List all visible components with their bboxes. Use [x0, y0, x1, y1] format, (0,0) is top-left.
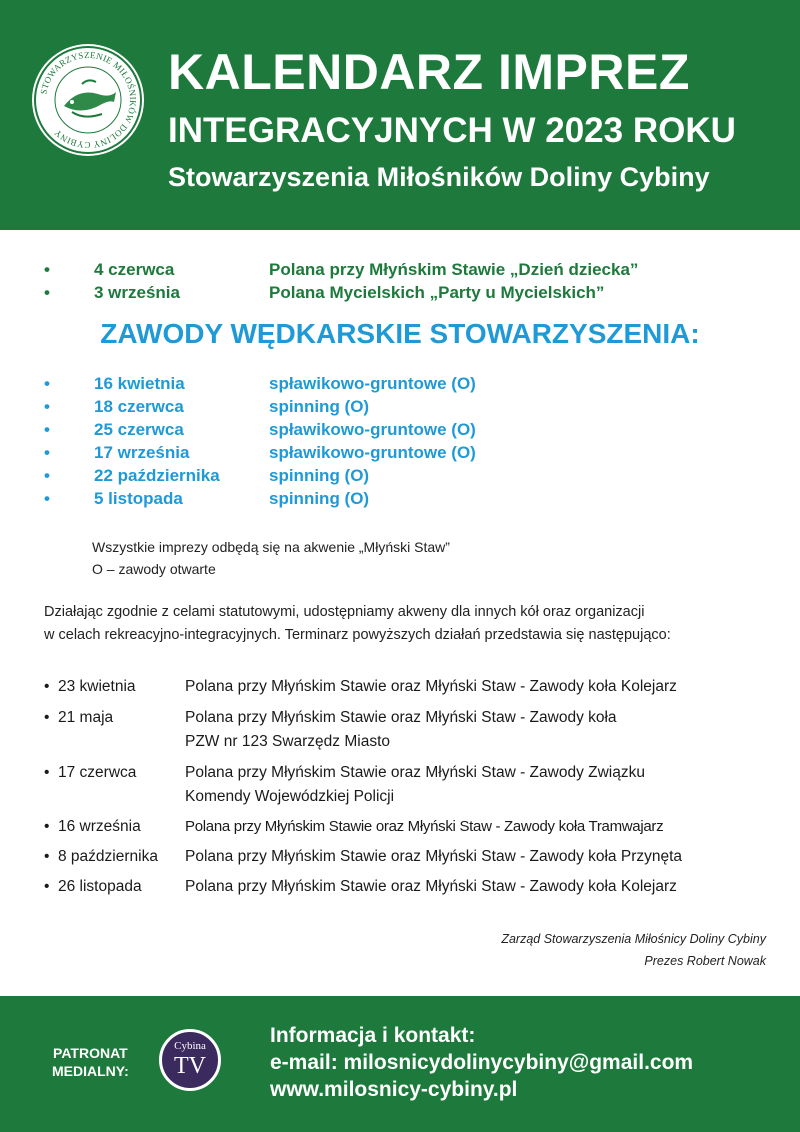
schedule-description: Polana przy Młyńskim Stawie oraz Młyński Staw - Zawody koła Kolejarz — [185, 678, 677, 695]
bullet: • — [44, 848, 50, 865]
bullet: • — [44, 443, 50, 462]
competition-type: spławikowo-gruntowe (O) — [269, 420, 476, 439]
main-subtitle: INTEGRACYJNYCH W 2023 ROKU — [168, 111, 736, 150]
schedule-date: 17 czerwca — [58, 764, 137, 781]
bullet: • — [44, 466, 50, 485]
venue-note: Wszystkie imprezy odbędą się na akwenie „Młyński Staw” — [92, 539, 450, 555]
event-description: Polana przy Młyńskim Stawie „Dzień dziecka” — [269, 260, 639, 279]
competition-date: 5 listopada — [94, 489, 183, 508]
event-description: Polana Mycielskich „Party u Mycielskich” — [269, 283, 605, 302]
schedule-description-continued: Komendy Wojewódzkiej Policji — [185, 788, 395, 805]
bullet: • — [44, 420, 50, 439]
schedule-date: 21 maja — [58, 709, 114, 726]
bullet: • — [44, 764, 50, 781]
bullet: • — [44, 678, 50, 695]
bullet: • — [44, 260, 50, 279]
open-competition-note: O – zawody otwarte — [92, 561, 216, 577]
patronat-line: MEDIALNY: — [52, 1063, 129, 1079]
schedule-description: Polana przy Młyńskim Stawie oraz Młyński Staw - Zawody koła Kolejarz — [185, 878, 677, 895]
event-date: 4 czerwca — [94, 260, 175, 279]
contact-title: Informacja i kontakt: — [270, 1024, 476, 1047]
tv-logo-large-text: TV — [174, 1053, 206, 1079]
competition-type: spławikowo-gruntowe (O) — [269, 374, 476, 393]
bullet: • — [44, 397, 50, 416]
competition-date: 16 kwietnia — [94, 374, 185, 393]
bullet: • — [44, 818, 50, 835]
schedule-description: Polana przy Młyńskim Stawie oraz Młyński Staw - Zawody Związku — [185, 764, 645, 781]
competition-type: spinning (O) — [269, 397, 370, 416]
association-logo — [32, 44, 144, 156]
contact-email[interactable]: e-mail: milosnicydolinycybiny@gmail.com — [270, 1051, 694, 1074]
bullet: • — [44, 489, 50, 508]
organization-name: Stowarzyszenia Miłośników Doliny Cybiny — [168, 162, 710, 192]
bullet: • — [44, 709, 50, 726]
bullet: • — [44, 374, 50, 393]
schedule-description: Polana przy Młyńskim Stawie oraz Młyński Staw - Zawody koła — [185, 709, 617, 726]
schedule-description-continued: PZW nr 123 Swarzędz Miasto — [185, 733, 391, 750]
media-patronage-label — [52, 1044, 129, 1080]
competitions-heading: ZAWODY WĘDKARSKIE STOWARZYSZENIA: — [100, 318, 700, 349]
competition-date: 22 października — [94, 466, 220, 485]
competition-date: 17 września — [94, 443, 190, 462]
schedule-description: Polana przy Młyńskim Stawie oraz Młyński Staw - Zawody koła Tramwajarz — [185, 818, 664, 835]
signature-president: Prezes Robert Nowak — [644, 954, 766, 968]
tv-logo-small-text: Cybina — [174, 1040, 206, 1052]
schedule-description: Polana przy Młyńskim Stawie oraz Młyński Staw - Zawody koła Przynęta — [185, 848, 683, 865]
intro-paragraph-line: Działając zgodnie z celami statutowymi, udostępniamy akweny dla innych kół oraz organizacji — [44, 604, 645, 620]
signature-board: Zarząd Stowarzyszenia Miłośnicy Doliny Cybiny — [501, 932, 766, 946]
cybina-tv-logo — [159, 1029, 221, 1091]
bullet: • — [44, 283, 50, 302]
competition-type: spławikowo-gruntowe (O) — [269, 443, 476, 462]
bullet: • — [44, 878, 50, 895]
schedule-date: 16 września — [58, 818, 141, 835]
competition-date: 25 czerwca — [94, 420, 184, 439]
svg-text:STOWARZYSZENIE MIŁOŚNIKÓW DOLI: STOWARZYSZENIE MIŁOŚNIKÓW DOLINY CYBINY — [38, 49, 139, 151]
competition-type: spinning (O) — [269, 466, 370, 485]
competition-date: 18 czerwca — [94, 397, 184, 416]
schedule-date: 8 października — [58, 848, 158, 865]
competition-type: spinning (O) — [269, 489, 370, 508]
intro-paragraph-line: w celach rekreacyjno-integracyjnych. Terminarz powyższych działań przedstawia się następująco: — [44, 627, 671, 643]
patronat-line: PATRONAT — [53, 1045, 128, 1061]
schedule-date: 26 listopada — [58, 878, 142, 895]
main-title: KALENDARZ IMPREZ — [168, 44, 690, 100]
schedule-date: 23 kwietnia — [58, 678, 136, 695]
fish-emblem-icon — [32, 44, 144, 156]
contact-website[interactable]: www.milosnicy-cybiny.pl — [270, 1078, 518, 1101]
event-date: 3 września — [94, 283, 180, 302]
